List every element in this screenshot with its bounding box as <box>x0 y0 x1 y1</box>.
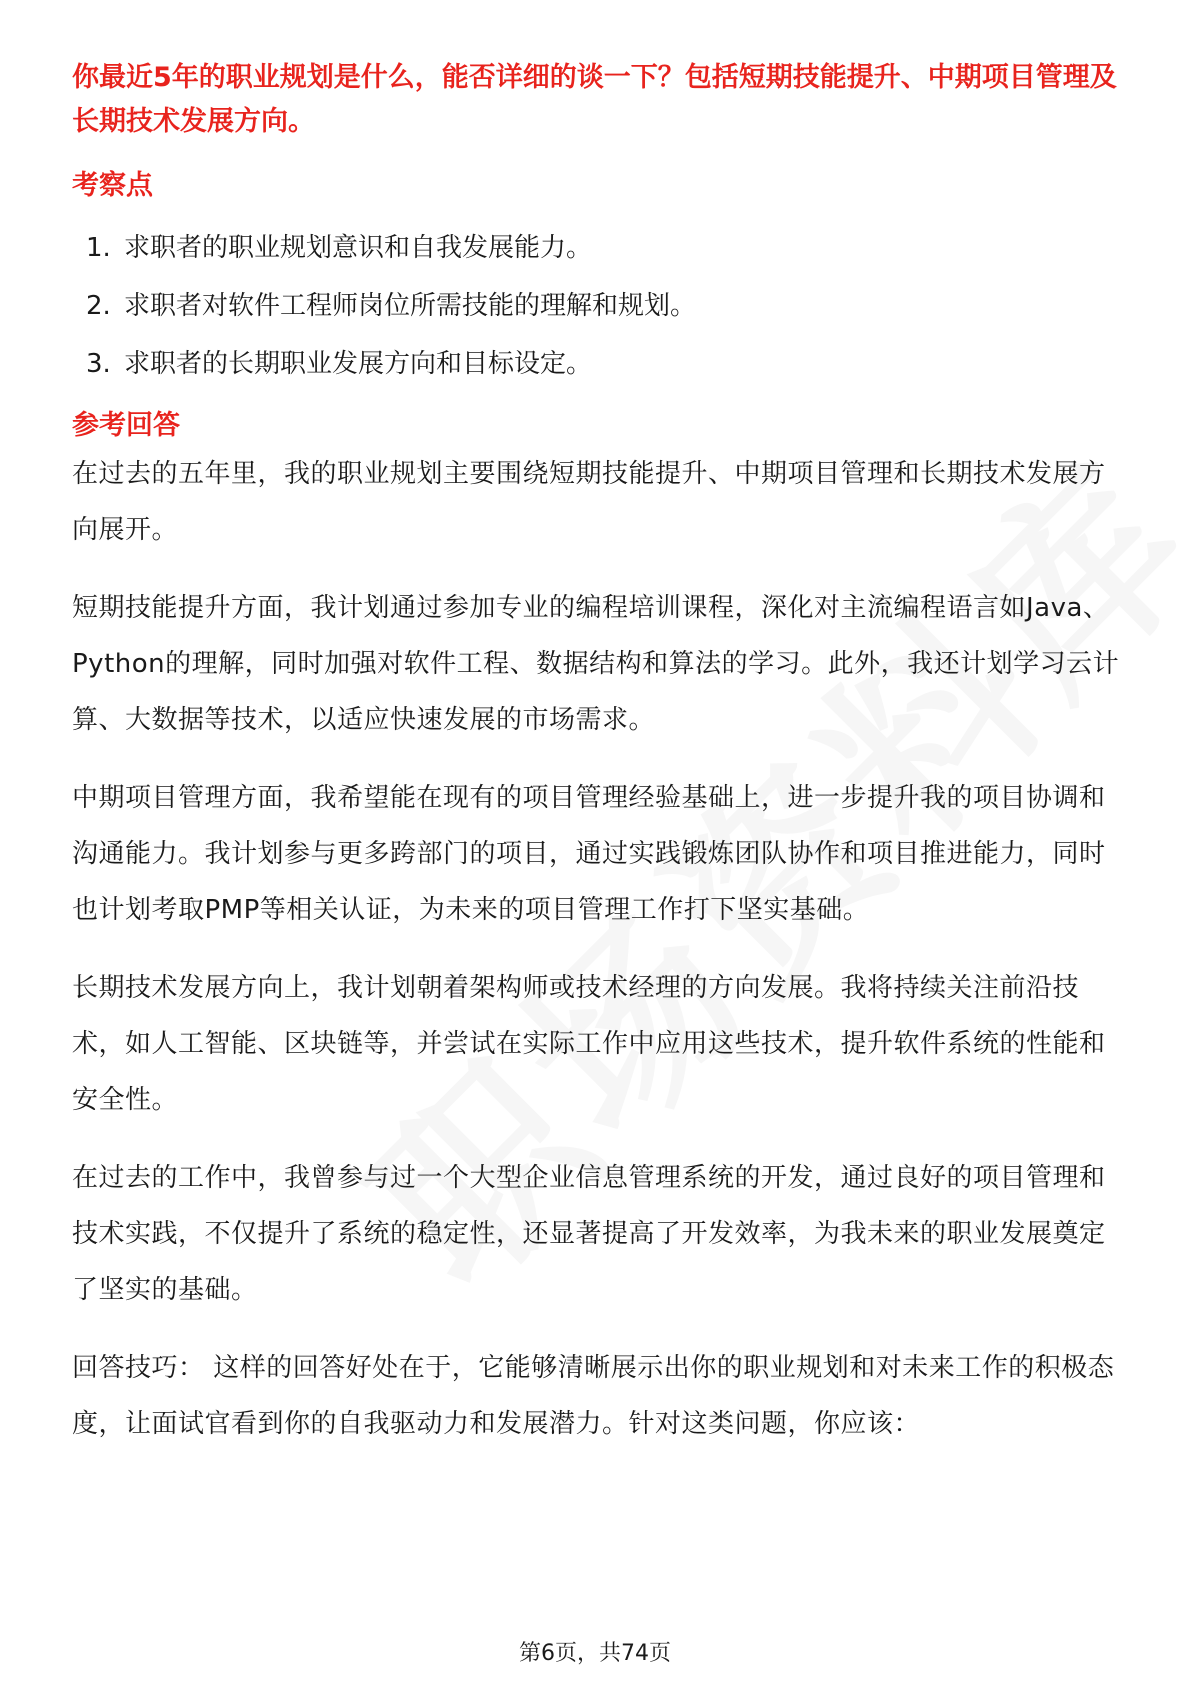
list-item-text: 求职者的职业规划意识和自我发展能力。 <box>124 233 593 263</box>
list-item <box>72 228 1122 268</box>
page-footer: 第6页，共74页 <box>519 1641 671 1666</box>
section-heading-points: 考察点 <box>72 170 153 201</box>
answer-paragraph: 在过去的工作中，我曾参与过一个大型企业信息管理系统的开发，通过良好的项目管理和技术实践，不仅提升了系统的稳定性，还显著提高了开发效率，为我未来的职业发展奠定了坚实的基础。 <box>72 1163 1106 1305</box>
list-item-text: 求职者的长期职业发展方向和目标设定。 <box>124 349 593 379</box>
list-item-text: 求职者对软件工程师岗位所需技能的理解和规划。 <box>124 291 697 321</box>
list-item-number: 1. <box>86 233 111 263</box>
answer-tip-paragraph: 回答技巧： 这样的回答好处在于，它能够清晰展示出你的职业规划和对未来工作的积极态度，让面试官看到你的自我驱动力和发展潜力。针对这类问题，你应该： <box>72 1353 1115 1439</box>
points-list <box>72 228 1122 384</box>
list-item-number: 3. <box>86 349 111 379</box>
section-heading-answer: 参考回答 <box>72 410 180 441</box>
question-title: 你最近5年的职业规划是什么，能否详细的谈一下？包括短期技能提升、中期项目管理及长期技术发展方向。 <box>72 62 1117 137</box>
list-item-number: 2. <box>86 291 111 321</box>
list-item <box>72 344 1122 384</box>
answer-paragraph: 在过去的五年里，我的职业规划主要围绕短期技能提升、中期项目管理和长期技术发展方向展开。 <box>72 459 1106 545</box>
answer-paragraph: 中期项目管理方面，我希望能在现有的项目管理经验基础上，进一步提升我的项目协调和沟通能力。我计划参与更多跨部门的项目，通过实践锻炼团队协作和项目推进能力，同时也计划考取PMP等相关认证，为未来的项目管理工作打下坚实基础。 <box>72 783 1106 925</box>
page-content <box>72 56 1122 1452</box>
answer-paragraph: 短期技能提升方面，我计划通过参加专业的编程培训课程，深化对主流编程语言如Java、Python的理解，同时加强对软件工程、数据结构和算法的学习。此外，我还计划学习云计算、大数据等技术，以适应快速发展的市场需求。 <box>72 593 1120 735</box>
list-item <box>72 286 1122 326</box>
answer-paragraph: 长期技术发展方向上，我计划朝着架构师或技术经理的方向发展。我将持续关注前沿技术，如人工智能、区块链等，并尝试在实际工作中应用这些技术，提升软件系统的性能和安全性。 <box>72 973 1106 1115</box>
